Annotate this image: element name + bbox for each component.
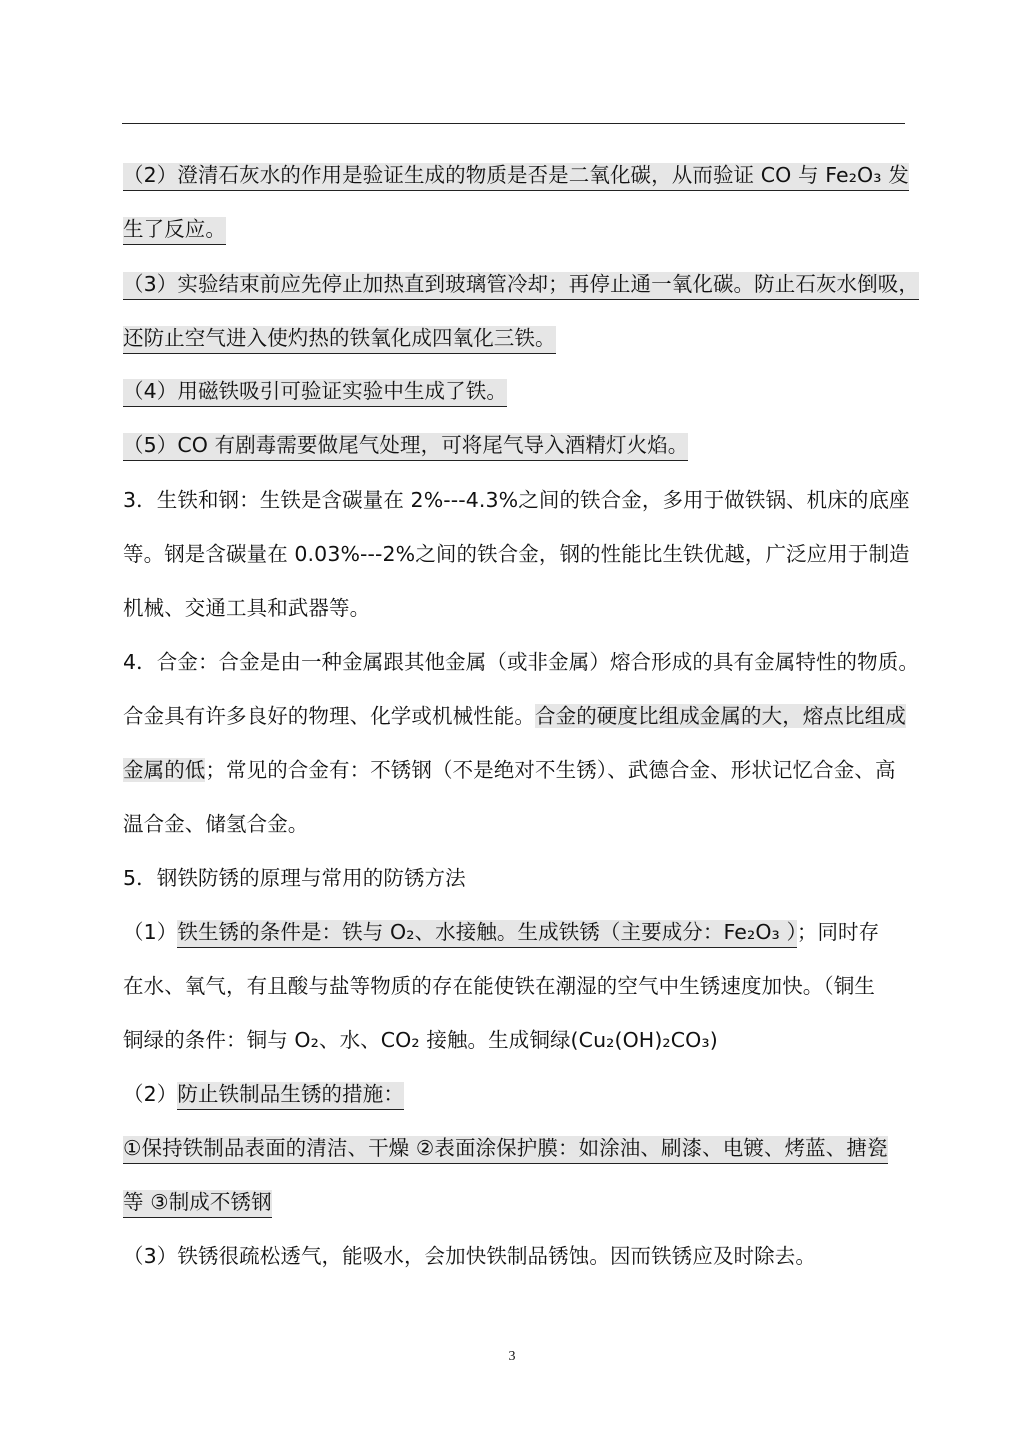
text-line: （2）防止铁制品生锈的措施： (123, 1080, 913, 1108)
text-line: 机械、交通工具和武器等。 (123, 596, 371, 620)
header-rule (122, 123, 905, 124)
text-line: 铜绿的条件：铜与 O₂、水、CO₂ 接触。生成铜绿(Cu₂(OH)₂CO₃) (123, 1028, 718, 1052)
text-line: 4．合金：合金是由一种金属跟其他金属（或非金属）熔合形成的具有金属特性的物质。 (123, 650, 919, 674)
text-line: ①保持铁制品表面的清洁、干燥 ②表面涂保护膜：如涂油、刷漆、电镀、烤蓝、搪瓷 (123, 1134, 913, 1162)
page-number: 3 (508, 1349, 516, 1364)
text-line: （2）澄清石灰水的作用是验证生成的物质是否是二氧化碳，从而验证 CO 与 Fe₂O₃ 发 (123, 161, 913, 189)
text-line: 合金具有许多良好的物理、化学或机械性能。合金的硬度比组成金属的大，熔点比组成 (123, 704, 906, 728)
text-line: （4）用磁铁吸引可验证实验中生成了铁。 (123, 377, 913, 405)
text-line: 在水、氧气，有且酸与盐等物质的存在能使铁在潮湿的空气中生锈速度加快。（铜生 (123, 974, 875, 998)
text-line: （5）CO 有剧毒需要做尾气处理，可将尾气导入酒精灯火焰。 (123, 431, 913, 459)
text-line: 金属的低；常见的合金有：不锈钢（不是绝对不生锈）、武德合金、形状记忆合金、高 (123, 758, 896, 782)
text-line: 等。钢是含碳量在 0.03%---2%之间的铁合金，钢的性能比生铁优越，广泛应用于制造 (123, 542, 910, 566)
text-line: 还防止空气进入使灼热的铁氧化成四氧化三铁。 (123, 324, 913, 352)
text-line: 生了反应。 (123, 215, 913, 243)
text-line: 等 ③制成不锈钢 (123, 1188, 913, 1216)
text-line: （3）实验结束前应先停止加热直到玻璃管冷却；再停止通一氧化碳。防止石灰水倒吸， (123, 270, 913, 298)
text-line: 3．生铁和钢：生铁是含碳量在 2%---4.3%之间的铁合金，多用于做铁锅、机床的底座 (123, 488, 910, 512)
text-line: 温合金、储氢合金。 (123, 812, 309, 836)
section-heading: 5．钢铁防锈的原理与常用的防锈方法 (123, 866, 466, 890)
text-line: （1）铁生锈的条件是：铁与 O₂、水接触。生成铁锈（主要成分：Fe₂O₃ ）；同时存 (123, 918, 913, 946)
text-line: （3）铁锈很疏松透气，能吸水，会加快铁制品锈蚀。因而铁锈应及时除去。 (123, 1244, 816, 1268)
